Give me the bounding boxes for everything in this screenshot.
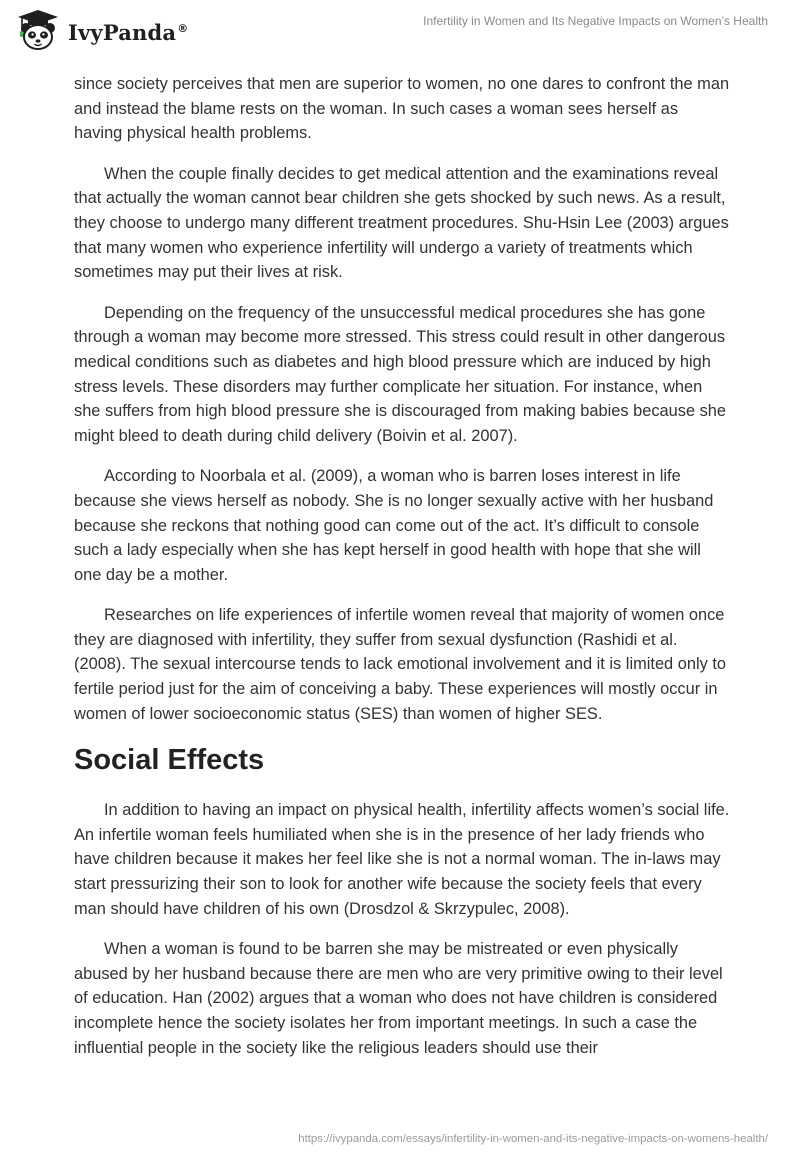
essay-body xyxy=(74,72,730,1076)
paragraph: since society perceives that men are superior to women, no one dares to confront the man and instead the blame rests on the woman. In such cases a woman sees herself as having physical health problems. xyxy=(74,75,730,143)
panda-graduate-icon xyxy=(14,8,62,52)
source-url[interactable]: https://ivypanda.com/essays/infertility-in-women-and-its-negative-impacts-on-womens-health/ xyxy=(298,1133,768,1145)
document-title: Infertility in Women and Its Negative Impacts on Women’s Health xyxy=(423,14,768,28)
page-header xyxy=(0,0,800,60)
section-heading: Social Effects xyxy=(74,744,265,777)
paragraph: According to Noorbala et al. (2009), a woman who is barren loses interest in life because she views herself as nobody. She is no longer sexually active with her husband because she reckons that nothing good can come out of the act. It’s difficult to console such a lady especially when she has kept herself in good health with hope that she will one day be a mother. xyxy=(74,467,714,584)
paragraph: In addition to having an impact on physical health, infertility affects women’s social life. An infertile woman feels humiliated when she is in the presence of her lady friends who have children because it makes her feel like she is not a normal woman. The in-laws may start pressurizing their son to look for another wife because the society feels that every man should have children of his own (Drosdzol & Skrzypulec, 2008). xyxy=(74,801,730,918)
paragraph: When the couple finally decides to get medical attention and the examinations reveal that actually the woman cannot bear children she gets shocked by such news. As a result, they choose to undergo many different treatment procedures. Shu-Hsin Lee (2003) argues that many women who experience infertility will undergo a variety of treatments which sometimes may put their lives at risk. xyxy=(74,164,729,282)
registered-mark: ® xyxy=(177,21,189,35)
brand-name: IvyPanda® xyxy=(68,19,189,45)
paragraph: When a woman is found to be barren she may be mistreated or even physically abused by her husband because there are men who are very primitive owing to their level of education. Han (2002) argues that a woman who does not have children is considered incomplete hence the society isolates her from important meetings. In such a case the influential people in the society like the religious leaders should use their xyxy=(74,940,723,1057)
paragraph: Depending on the frequency of the unsuccessful medical procedures she has gone through a woman may become more stressed. This stress could result in other dangerous medical conditions such as diabetes and high blood pressure which are induced by high stress levels. These disorders may further complicate her situation. For instance, when she suffers from high blood pressure she is discouraged from making babies because she might bleed to death during child delivery (Boivin et al. 2007). xyxy=(74,303,727,445)
paragraph: Researches on life experiences of infertile women reveal that majority of women once they are diagnosed with infertility, they suffer from sexual dysfunction (Rashidi et al. (2008). The sexual intercourse tends to lack emotional involvement and it is limited only to fertile period just for the aim of conceiving a baby. These experiences will mostly occur in women of lower socioeconomic status (SES) than women of higher SES. xyxy=(74,606,727,723)
ivypanda-logo[interactable] xyxy=(14,8,188,52)
